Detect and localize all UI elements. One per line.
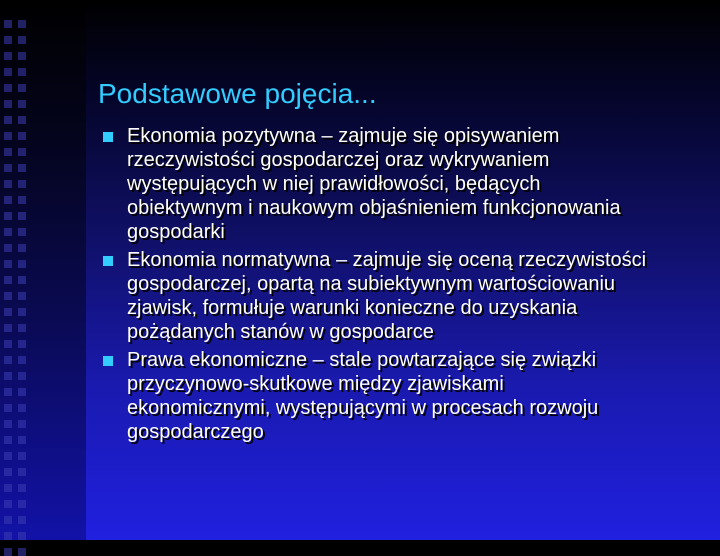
decorative-square (18, 228, 26, 236)
decorative-square (18, 420, 26, 428)
decorative-square (4, 260, 12, 268)
decorative-square (4, 436, 12, 444)
decorative-square (4, 276, 12, 284)
decorative-square (4, 180, 12, 188)
decorative-square (4, 212, 12, 220)
decorative-square (18, 164, 26, 172)
slide-title: Podstawowe pojęcia... (98, 78, 377, 109)
decorative-square (18, 548, 26, 556)
decorative-square (18, 484, 26, 492)
decorative-square (18, 452, 26, 460)
decorative-square (4, 196, 12, 204)
decorative-square (18, 196, 26, 204)
decorative-square (4, 52, 12, 60)
decorative-square (18, 68, 26, 76)
bullet-item (103, 348, 703, 444)
decorative-square (4, 68, 12, 76)
decorative-square (18, 404, 26, 412)
decorative-square (4, 340, 12, 348)
decorative-square (4, 148, 12, 156)
bullet-list (103, 124, 703, 448)
decorative-square (4, 484, 12, 492)
decorative-square (18, 468, 26, 476)
decorative-square (4, 404, 12, 412)
bullet-line: obiektywnym i naukowym objaśnieniem funkcjonowania (127, 197, 621, 219)
decorative-square (4, 356, 12, 364)
decorative-square (4, 532, 12, 540)
decorative-square (4, 132, 12, 140)
bullet-line: pożądanych stanów w gospodarce (127, 321, 434, 343)
decorative-square (18, 372, 26, 380)
bullet-line: przyczynowo-skutkowe między zjawiskami (127, 373, 504, 395)
square-bullet-icon (103, 132, 113, 142)
decorative-square (18, 100, 26, 108)
decorative-square (4, 372, 12, 380)
decorative-square (4, 36, 12, 44)
decorative-square (18, 292, 26, 300)
bullet-item (103, 124, 703, 244)
decorative-square (18, 532, 26, 540)
decorative-square (18, 260, 26, 268)
decorative-square (4, 100, 12, 108)
decorative-square (4, 308, 12, 316)
bullet-line: ekonomicznymi, występującymi w procesach rozwoju (127, 397, 599, 419)
decorative-square (4, 244, 12, 252)
decorative-square (18, 356, 26, 364)
decorative-square (4, 452, 12, 460)
decorative-square (4, 388, 12, 396)
decorative-square (18, 516, 26, 524)
bullet-line: Ekonomia pozytywna – zajmuje się opisywaniem (127, 125, 560, 147)
decorative-square (18, 308, 26, 316)
decorative-square (18, 500, 26, 508)
bullet-line: gospodarki (127, 221, 225, 243)
bullet-line: występujących w niej prawidłowości, będących (127, 173, 541, 195)
decorative-square (4, 516, 12, 524)
decorative-square (18, 52, 26, 60)
left-decorative-strip (0, 0, 86, 540)
decorative-square (4, 228, 12, 236)
square-bullet-icon (103, 356, 113, 366)
decorative-square (18, 388, 26, 396)
decorative-square (4, 116, 12, 124)
decorative-square (18, 116, 26, 124)
decorative-square (18, 20, 26, 28)
decorative-square (4, 164, 12, 172)
decorative-square (18, 324, 26, 332)
bullet-line: Prawa ekonomiczne – stale powtarzające się związki (127, 349, 597, 371)
decorative-square (18, 212, 26, 220)
decorative-square (18, 36, 26, 44)
decorative-square (4, 500, 12, 508)
decorative-square (4, 324, 12, 332)
decorative-square (4, 468, 12, 476)
decorative-square (4, 420, 12, 428)
decorative-square (18, 340, 26, 348)
decorative-square (18, 244, 26, 252)
decorative-square (4, 292, 12, 300)
bullet-line: gospodarczego (127, 421, 264, 443)
decorative-square-column (4, 0, 30, 540)
bullet-line: Ekonomia normatywna – zajmuje się oceną rzeczywistości (127, 249, 647, 271)
bullet-line: rzeczywistości gospodarczej oraz wykrywaniem (127, 149, 550, 171)
bullet-line: zjawisk, formułuje warunki konieczne do uzyskania (127, 297, 578, 319)
bullet-item (103, 248, 703, 344)
decorative-square (18, 276, 26, 284)
decorative-square (18, 84, 26, 92)
decorative-square (4, 548, 12, 556)
decorative-square (18, 148, 26, 156)
decorative-square (4, 84, 12, 92)
decorative-square (18, 132, 26, 140)
bullet-line: gospodarczej, opartą na subiektywnym wartościowaniu (127, 273, 616, 295)
decorative-square (18, 436, 26, 444)
square-bullet-icon (103, 256, 113, 266)
decorative-square (18, 180, 26, 188)
decorative-square (4, 20, 12, 28)
